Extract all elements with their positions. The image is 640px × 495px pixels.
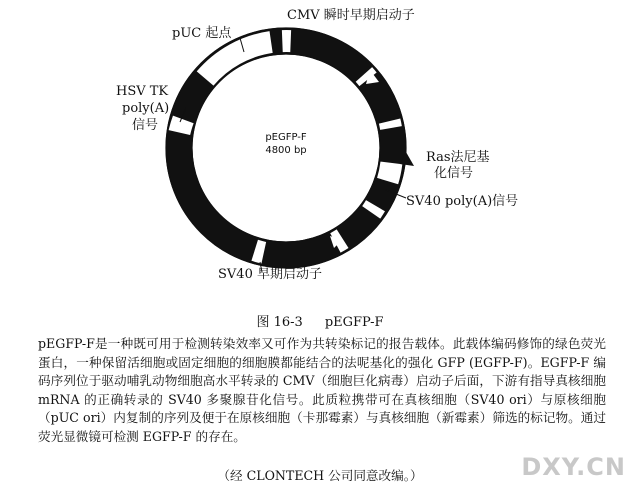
body-paragraph: pEGFP-F是一种既可用于检测转染效率又可作为共转染标记的报告载体。此载体编码修饰的绿色荧光蛋白，一种保留活细胞或固定细胞的细胞膜都能结合的法呢基化的强化 GFP (EGFP-F)。EGFP-F 编码序列位于驱动哺乳动物细胞高水平转录的 CMV（细胞巨化病毒）启动子后面，下游有指导真核细胞 mRNA 的正确转录的 SV40 多聚腺苷化信号。此质粒携带可在真核细胞（SV40 ori）与原核细胞（pUC ori）内复制的序列及便于在原核细胞（卡那霉素）与真核细胞（新霉素）筛选的标记物。通过荧光显微镜可检测 EGFP-F 的存在。	[38, 336, 606, 444]
label-puc-origin: pUC 起点	[172, 26, 232, 41]
sv40-polya-gap	[371, 206, 375, 213]
sv40-promoter-gap-2	[255, 250, 264, 252]
label-ras-line1: Ras法尼基	[426, 150, 490, 165]
label-sv40-promoter: SV40 早期启动子	[218, 267, 322, 282]
ras-segment	[388, 163, 392, 181]
plasmid-name: pEGFP-F	[265, 132, 307, 143]
cmv-end-gap	[364, 74, 368, 79]
watermark: DXY.CN	[521, 453, 626, 481]
label-cmv-promoter: CMV 瞬时早期启动子	[287, 8, 415, 23]
label-hsv-tk-line1: HSV TK	[116, 84, 169, 99]
figure-caption	[0, 311, 640, 330]
credit-note: （经 CLONTECH 公司同意改编。）	[217, 468, 423, 483]
label-sv40-polya: SV40 poly(A)信号	[406, 194, 519, 209]
caption-number: 图 16-3	[256, 315, 303, 330]
caption-title: pEGFP-F	[324, 315, 384, 330]
label-hsv-tk-line2: poly(A)	[122, 101, 170, 116]
label-ras-line2: 化信号	[434, 166, 474, 181]
plasmid-size: 4800 bp	[265, 145, 307, 156]
label-hsv-tk-line3: 信号	[132, 118, 159, 133]
puc-origin-segment	[205, 42, 271, 79]
egfp-gap	[390, 121, 391, 128]
